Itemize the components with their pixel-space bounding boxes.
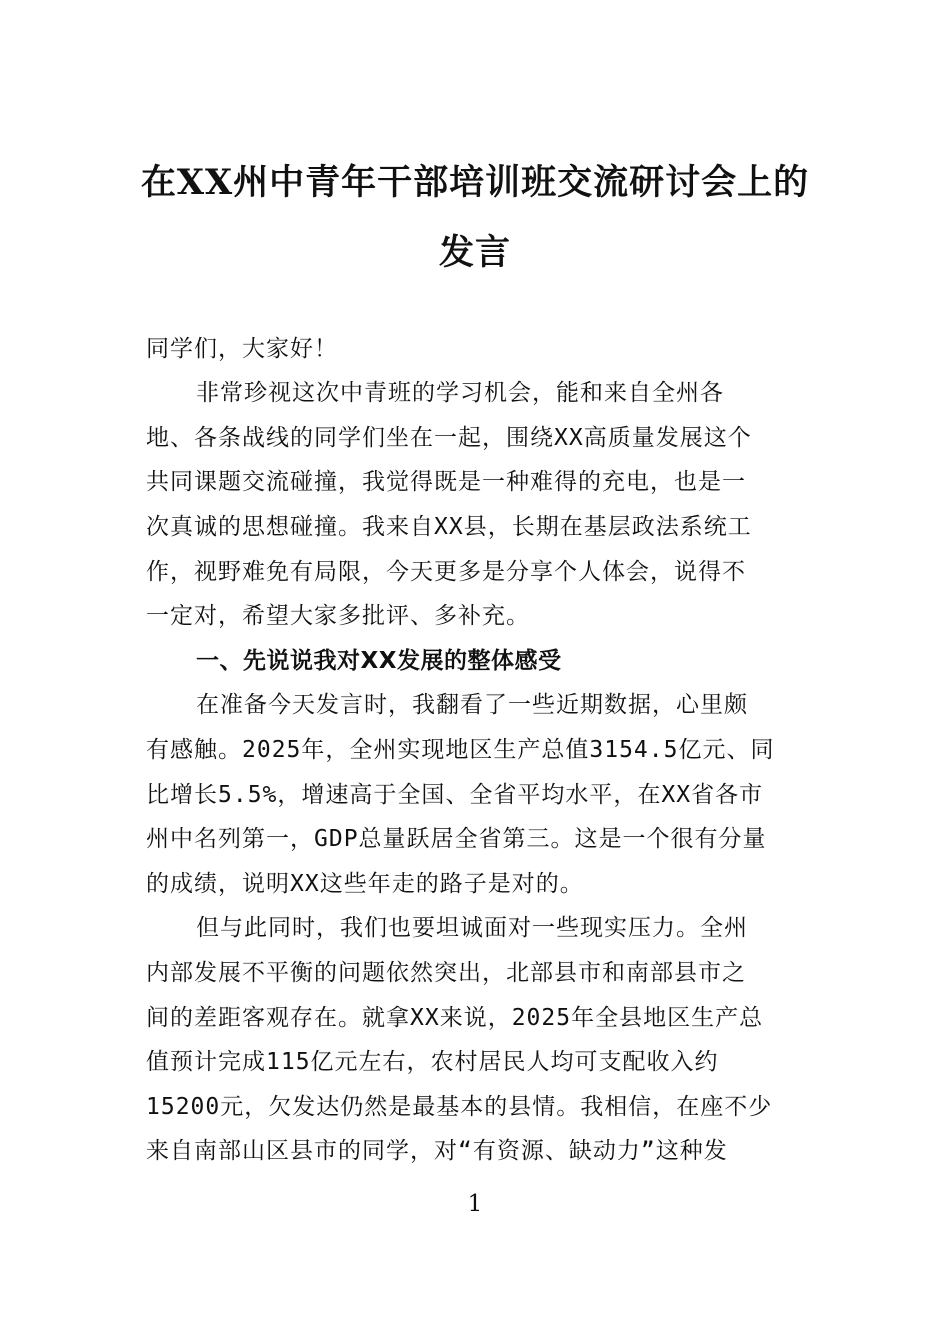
greeting-line: 同学们，大家好！ [146,336,338,362]
paragraph-line: 比增长5.5%，增速高于全国、全省平均水平，在XX省各市 [146,782,764,808]
paragraph-line: 有感触。2025年，全州实现地区生产总值3154.5亿元、同 [146,737,775,763]
document-title-line-2: 发言 [438,232,511,273]
paragraph-line: 但与此同时，我们也要坦诚面对一些现实压力。全州 [196,915,748,941]
paragraph-line: 州中名列第一，GDP总量跃居全省第三。这是一个很有分量 [146,826,767,852]
paragraph-line: 内部发展不平衡的问题依然突出，北部县市和南部县市之 [146,960,746,986]
paragraph-line: 次真诚的思想碰撞。我来自XX县，长期在基层政法系统工 [146,514,752,540]
section-heading: 一、先说说我对XX发展的整体感受 [196,648,562,674]
paragraph-line: 作，视野难免有局限，今天更多是分享个人体会，说得不 [146,559,746,585]
paragraph-line: 15200元，欠发达仍然是最基本的县情。我相信，在座不少 [146,1094,773,1120]
paragraph-line: 的成绩，说明XX这些年走的路子是对的。 [146,871,584,897]
document-title-line-1: 在XX州中青年干部培训班交流研讨会上的 [140,162,810,203]
paragraph-line: 来自南部山区县市的同学，对“有资源、缺动力”这种发 [146,1138,728,1164]
paragraph-line: 值预计完成115亿元左右，农村居民人均可支配收入约 [146,1049,719,1075]
paragraph-line: 非常珍视这次中青班的学习机会，能和来自全州各 [196,380,724,406]
paragraph-line: 共同课题交流碰撞，我觉得既是一种难得的充电，也是一 [146,469,746,495]
paragraph-line: 一定对，希望大家多批评、多补充。 [146,603,530,629]
paragraph-line: 间的差距客观存在。就拿XX来说，2025年全县地区生产总 [146,1005,764,1031]
paragraph-line: 在准备今天发言时，我翻看了一些近期数据，心里颇 [196,692,748,718]
page-number: 1 [467,1191,483,1217]
paragraph-line: 地、各条战线的同学们坐在一起，围绕XX高质量发展这个 [146,425,752,451]
